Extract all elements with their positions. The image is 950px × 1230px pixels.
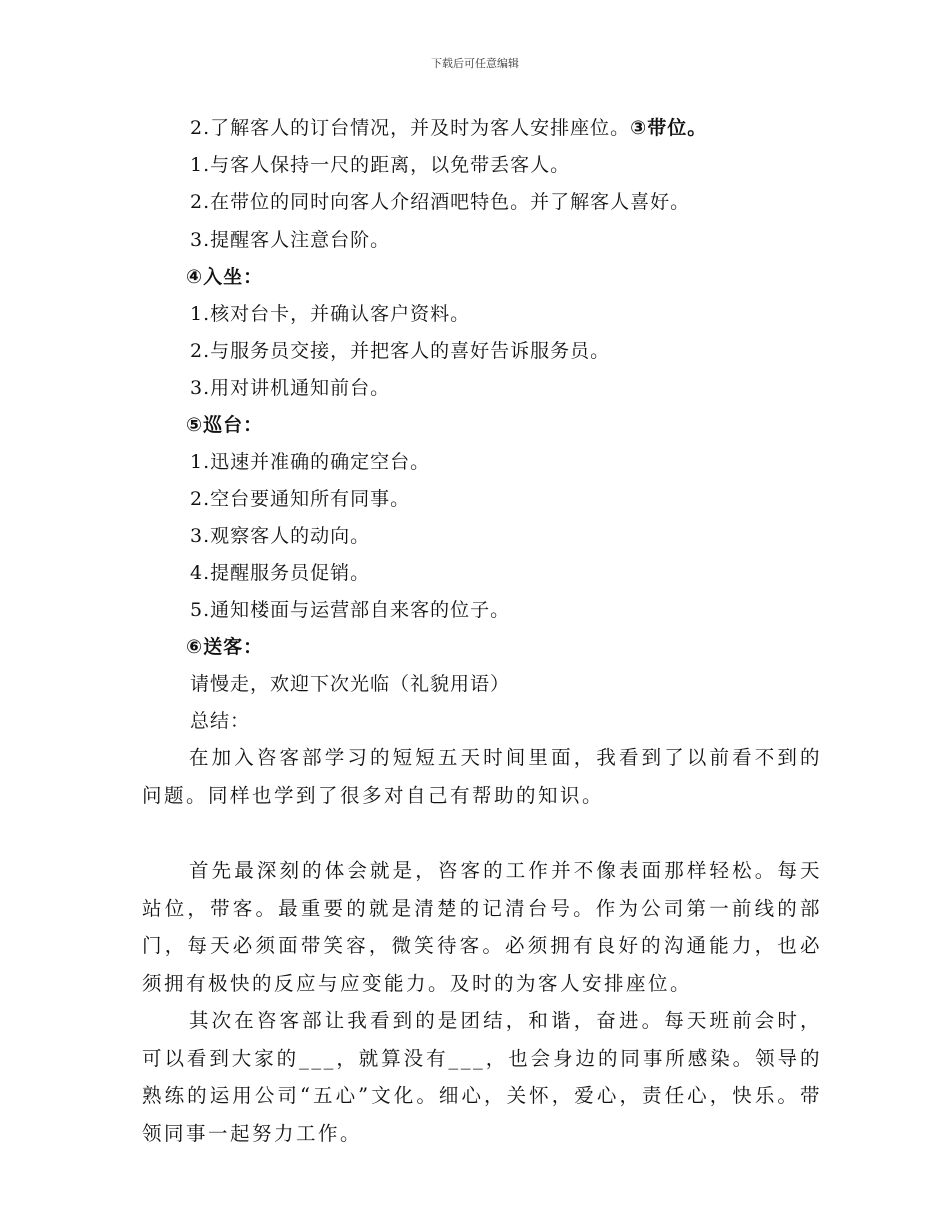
list-item: 3.观察客人的动向。	[190, 525, 371, 547]
list-item-text: 2.了解客人的订台情况，并及时为客人安排座位。	[190, 117, 631, 139]
list-item	[190, 116, 707, 140]
section-heading-inline: ③带位。	[630, 117, 708, 139]
section-heading: ⑥送客：	[186, 636, 264, 658]
list-item: 1.迅速并准确的确定空台。	[190, 451, 431, 473]
list-item: 5.通知楼面与运营部自来客的位子。	[190, 599, 511, 621]
closing-phrase: 请慢走，欢迎下次光临（礼貌用语）	[190, 673, 511, 695]
list-item: 2.与服务员交接，并把客人的喜好告诉服务员。	[190, 340, 611, 362]
list-item: 1.与客人保持一尺的距离，以免带丢客人。	[190, 154, 571, 176]
list-item: 3.用对讲机通知前台。	[190, 377, 391, 399]
paragraph: 在加入咨客部学习的短短五天时间里面，我看到了以前看不到的问题。同样也学到了很多对自己有帮助的知识。	[142, 746, 822, 807]
paragraph: 其次在咨客部让我看到的是团结，和谐，奋进。每天班前会时，可以看到大家的___，就算没有___，也会身边的同事所感染。领导的熟练的运用公司“五心”文化。细心，关怀，爱心，责任心，快乐。带领同事一起努力工作。	[142, 1009, 822, 1145]
list-item: 3.提醒客人注意台阶。	[190, 229, 391, 251]
section-heading: ⑤巡台：	[186, 414, 264, 436]
page-header: 下载后可任意编辑	[431, 57, 519, 70]
list-item: 1.核对台卡，并确认客户资料。	[190, 303, 471, 325]
list-item: 2.在带位的同时向客人介绍酒吧特色。并了解客人喜好。	[190, 191, 691, 213]
summary-heading: 总结：	[190, 710, 251, 732]
list-item: 4.提醒服务员促销。	[190, 562, 371, 584]
paragraph: 首先最深刻的体会就是，咨客的工作并不像表面那样轻松。每天站位，带客。最重要的就是清楚的记清台号。作为公司第一前线的部门，每天必须面带笑容，微笑待客。必须拥有良好的沟通能力，也必须拥有极快的反应与应变能力。及时的为客人安排座位。	[142, 859, 822, 995]
section-heading: ④入坐：	[186, 266, 264, 288]
list-item: 2.空台要通知所有同事。	[190, 488, 411, 510]
